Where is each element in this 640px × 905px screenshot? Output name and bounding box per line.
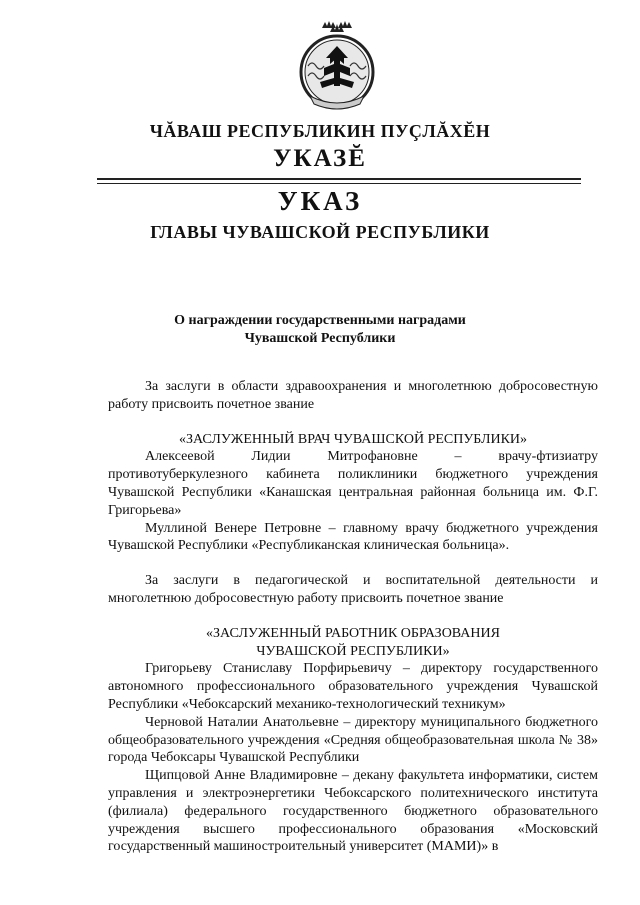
header-divider-thick (97, 178, 581, 180)
header-russian-authority: ГЛАВЫ ЧУВАШСКОЙ РЕСПУБЛИКИ (150, 222, 490, 242)
document-title-line2: Чувашской Республики (244, 331, 396, 346)
header-chuvash-line1: ЧĂВАШ РЕСПУБЛИКИН ПУÇЛĂХĔН (149, 121, 491, 141)
section1-intro: За заслуги в области здравоохранения и многолетнюю добросовестную работу присвоить почетное звание (108, 379, 598, 412)
section1-recipient-1: Алексеевой Лидии Митрофановне – врачу-фтизиатру противотуберкулезного кабинета поликлиники бюджетного учреждения Чувашской Республики «Канашская центральная районная больница им. Ф.Г. Григорьева» (108, 449, 598, 518)
header-russian-decree: УКАЗ (277, 186, 363, 216)
section2-recipient-1: Григорьеву Станиславу Порфирьевичу – директору государственного автономного профессионального образовательного учреждения Чувашской Республики «Чебоксарский механико-технологический техникум» (108, 661, 598, 712)
document-title-line1: О награждении государственными наградами (174, 313, 466, 328)
section1-award-title: «ЗАСЛУЖЕННЫЙ ВРАЧ ЧУВАШСКОЙ РЕСПУБЛИКИ» (178, 431, 528, 447)
coat-of-arms-emblem (296, 18, 378, 110)
header-divider-thin (97, 183, 581, 184)
section2-award-title-line1: «ЗАСЛУЖЕННЫЙ РАБОТНИК ОБРАЗОВАНИЯ (206, 625, 500, 641)
section2-intro: За заслуги в педагогической и воспитательной деятельности и многолетнюю добросовестную работу присвоить почетное звание (108, 573, 598, 606)
section2-recipient-3: Щипцовой Анне Владимировне – декану факультета информатики, систем управления и электроэнергетики Чебоксарского политехнического института (филиала) федерального государственного бюджетного образовательного учреждения высшего профессионального образования «Московский государственный машиностроительный университет (МАМИ)» в (108, 768, 598, 855)
section1-recipient-2: Муллиной Венере Петровне – главному врачу бюджетного учреждения Чувашской Республики «Республиканская клиническая больница». (108, 520, 598, 554)
document-body (108, 378, 598, 856)
document-title (0, 312, 640, 348)
header-chuvash-decree: УКАЗĔ (273, 145, 367, 172)
section2-recipient-2: Черновой Наталии Анатольевне – директору муниципального бюджетного общеобразовательного учреждения «Средняя общеобразовательная школа № 38» города Чебоксары Чувашской Республики (108, 714, 598, 766)
section2-award-title-line2: ЧУВАШСКОЙ РЕСПУБЛИКИ» (256, 643, 450, 659)
